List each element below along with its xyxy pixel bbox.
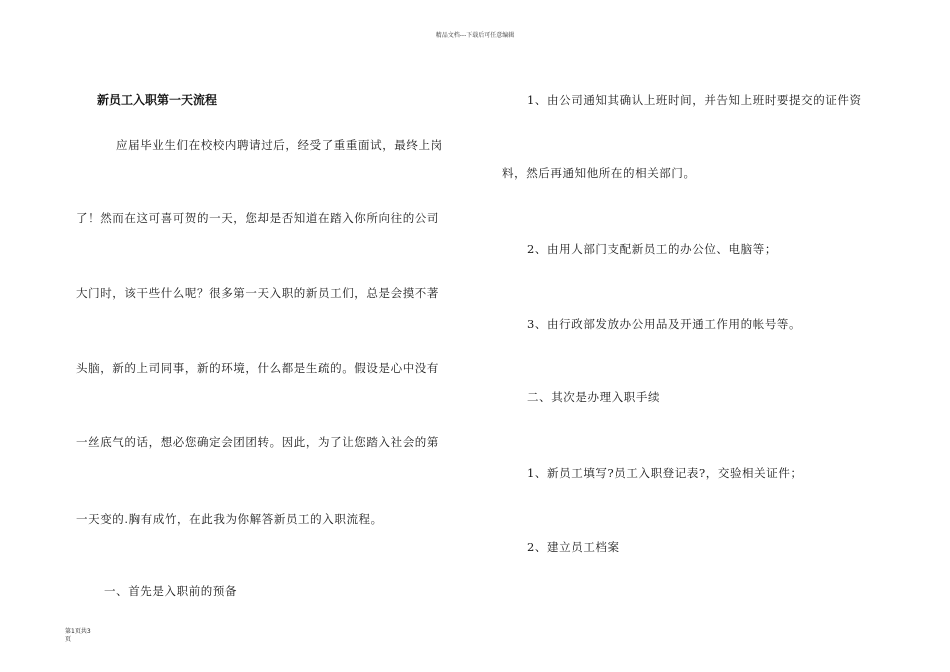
page-number-line2: 页 xyxy=(65,636,72,643)
left-paragraph-line: 头脑，新的上司同事，新的环境，什么都是生疏的。假设是心中没有 xyxy=(76,361,439,375)
section-heading-2: 二、其次是办理入职手续 xyxy=(527,390,661,404)
right-item-line: 1、新员工填写?员工入职登记表?，交验相关证件； xyxy=(527,466,803,480)
page-footer xyxy=(65,628,91,644)
right-item-line: 2、由用人部门支配新员工的办公位、电脑等； xyxy=(527,242,777,256)
right-item-line: 2、建立员工档案 xyxy=(527,540,620,554)
page-number-line1: 第1页共3 xyxy=(65,628,91,635)
section-heading-1: 一、首先是入职前的预备 xyxy=(104,584,238,598)
right-item-line: 料，然后再通知他所在的相关部门。 xyxy=(502,166,696,180)
left-paragraph-line: 大门时，该干些什么呢？很多第一天入职的新员工们，总是会摸不著 xyxy=(76,286,439,300)
left-paragraph-line: 一丝底气的话，想必您确定会团团转。因此，为了让您踏入社会的第 xyxy=(76,435,439,449)
left-paragraph-line: 应届毕业生们在校校内聘请过后，经受了重重面试，最终上岗 xyxy=(116,138,443,152)
document-title: 新员工入职第一天流程 xyxy=(97,93,218,107)
page-header-note: 精品文档---下载后可任意编辑 xyxy=(435,32,515,39)
left-paragraph-line: 了！然而在这可喜可贺的一天，您却是否知道在踏入你所向往的公司 xyxy=(76,211,439,225)
right-item-line: 3、由行政部发放办公用品及开通工作用的帐号等。 xyxy=(527,317,802,331)
right-item-line: 1、由公司通知其确认上班时间，并告知上班时要提交的证件资 xyxy=(527,93,862,107)
left-paragraph-line: 一天变的.胸有成竹，在此我为你解答新员工的入职流程。 xyxy=(76,512,383,526)
